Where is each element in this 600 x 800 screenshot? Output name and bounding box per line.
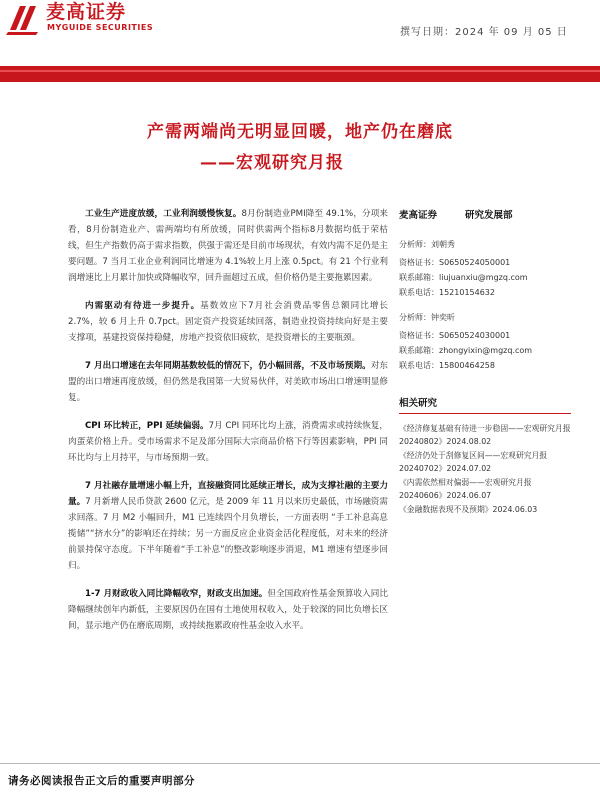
analyst-email[interactable]: 联系邮箱：liujuanxiu@mgzq.com (399, 273, 528, 282)
summary-paragraph (68, 586, 388, 634)
paragraph-text: 7 月新增人民币贷款 2600 亿元，是 2009 年 11 月以来历史最低，市场融资需求回落。7 月 M2 小幅回升，M1 已连续四个月负增长，一方面表明 “手工补息高息揽储”“挤水分”的影响还在持续；另一方面反应企业资金活化程度低，对未来的经济前景持保守态度。下半年随着“手工补息”的整改影响逐步消退，M1 增速有望逐步回归。 (68, 497, 388, 571)
analyst-name: 分析师：刘朝秀 (399, 240, 455, 249)
summary-paragraph (68, 298, 388, 346)
company-name: 麦高证券 (399, 210, 438, 221)
disclaimer-note: 请务必阅读报告正文后的重要声明部分 (8, 775, 195, 787)
report-subtitle: ——宏观研究月报 (200, 153, 344, 173)
analyst-cert: 资格证书：S0650524050001 (399, 258, 511, 267)
sidebar (399, 207, 571, 517)
related-research-heading: 相关研究 (399, 395, 571, 414)
department-name: 研究发展部 (465, 210, 513, 221)
related-research-link[interactable]: 《经济修复基础有待进一步稳固——宏观研究月报 20240802》2024.08.02 (399, 424, 571, 446)
paragraph-lead: 内需驱动有待进一步提升。 (85, 301, 201, 311)
analyst-cert: 资格证书：S0650524030001 (399, 331, 511, 340)
summary-paragraph (68, 418, 388, 466)
logo-name-cn: 麦高证券 (46, 1, 127, 23)
paragraph-text: 8月份制造业PMI降至 49.1%，分项来看，8月份制造业产、需两端均有所放缓，同时供需两个指标8月数据均低于荣枯线，但生产指数仍高于需求指数，供强于需还是目前市场现状，有效内需不足仍是主要问题。7 当月工业企业利润同比增速为 4.1%较上月上涨 0.5pct。有 21 个行业利润增速比上月累计加快或降幅收窄，回升面超过五成，但价格仍是主要拖累因素。 (68, 209, 388, 283)
header-band (0, 66, 600, 82)
analyst-phone: 联系电话：15800464258 (399, 361, 495, 370)
paragraph-lead: 工业生产进度放缓，工业利润缓慢恢复。 (85, 209, 242, 219)
paragraph-lead: CPI 环比转正，PPI 延续偏弱。 (85, 421, 209, 431)
summary-body (68, 206, 388, 646)
related-research-link[interactable]: 《金融数据表现不及预期》2024.06.03 (399, 505, 538, 514)
sidebar-header (399, 207, 571, 221)
paragraph-lead: 1-7 月财政收入同比降幅收窄，财政支出加速。 (85, 589, 268, 599)
report-title: 产需两端尚无明显回暖，地产仍在磨底 (147, 122, 453, 142)
logo-name-en: MYGUIDE SECURITIES (47, 23, 154, 32)
summary-paragraph (68, 358, 388, 406)
summary-paragraph (68, 478, 388, 574)
analyst-name: 分析师：钟奕昕 (399, 313, 455, 322)
paragraph-text: 基数效应下7月社会消费品零售总额同比增长 2.7%，较 6 月上升 0.7pct。固定资产投资延续回落，制造业投资持续向好是主要支撑项，基建投资保持稳健，房地产投资依旧疲软，是投资增长的主要瓶颈。 (68, 301, 388, 343)
logo-mark-icon (6, 0, 40, 36)
summary-paragraph (68, 206, 388, 286)
analyst-phone: 联系电话：15210154632 (399, 288, 495, 297)
paragraph-lead: 7 月出口增速在去年同期基数较低的情况下，仍小幅回落，不及市场预期。 (85, 361, 371, 371)
brand-logo (6, 0, 166, 40)
header-band-stripe (0, 70, 600, 72)
paragraph-text: 对东盟的出口增速再度放缓，但仍然是我国第一大贸易伙伴，对美欧市场出口增速明显修复。 (68, 361, 388, 403)
related-research-link[interactable]: 《经济仍处于刮修复区间——宏观研究月报 20240702》2024.07.02 (399, 451, 548, 473)
analyst-email[interactable]: 联系邮箱：zhongyixin@mgzq.com (399, 346, 533, 355)
paragraph-text: 7月 CPI 同环比均上涨，消费需求或持续恢复，肉蛋菜价格上升。受市场需求不足及部分国际大宗商品价格下行等因素影响，PPI 同环比均与上月持平，与市场预期一致。 (68, 421, 388, 463)
footer-divider (0, 763, 600, 764)
related-research-link[interactable]: 《内需依然相对偏弱——宏观研究月报 20240606》2024.06.07 (399, 478, 532, 500)
paragraph-lead: 7 月社融存量增速小幅上升，直接融资同比延续正增长，成为支撑社融的主要力量。 (68, 481, 388, 507)
paragraph-text: 但全国政府性基金预算收入同比降幅继续创年内新低，主要原因仍在国有土地使用权收入，处于较深的同比负增长区间，显示地产仍在磨底周期，或持续拖累政府性基金收入水平。 (68, 589, 388, 631)
report-date: 撰写日期：2024 年 09 月 05 日 (400, 27, 568, 38)
